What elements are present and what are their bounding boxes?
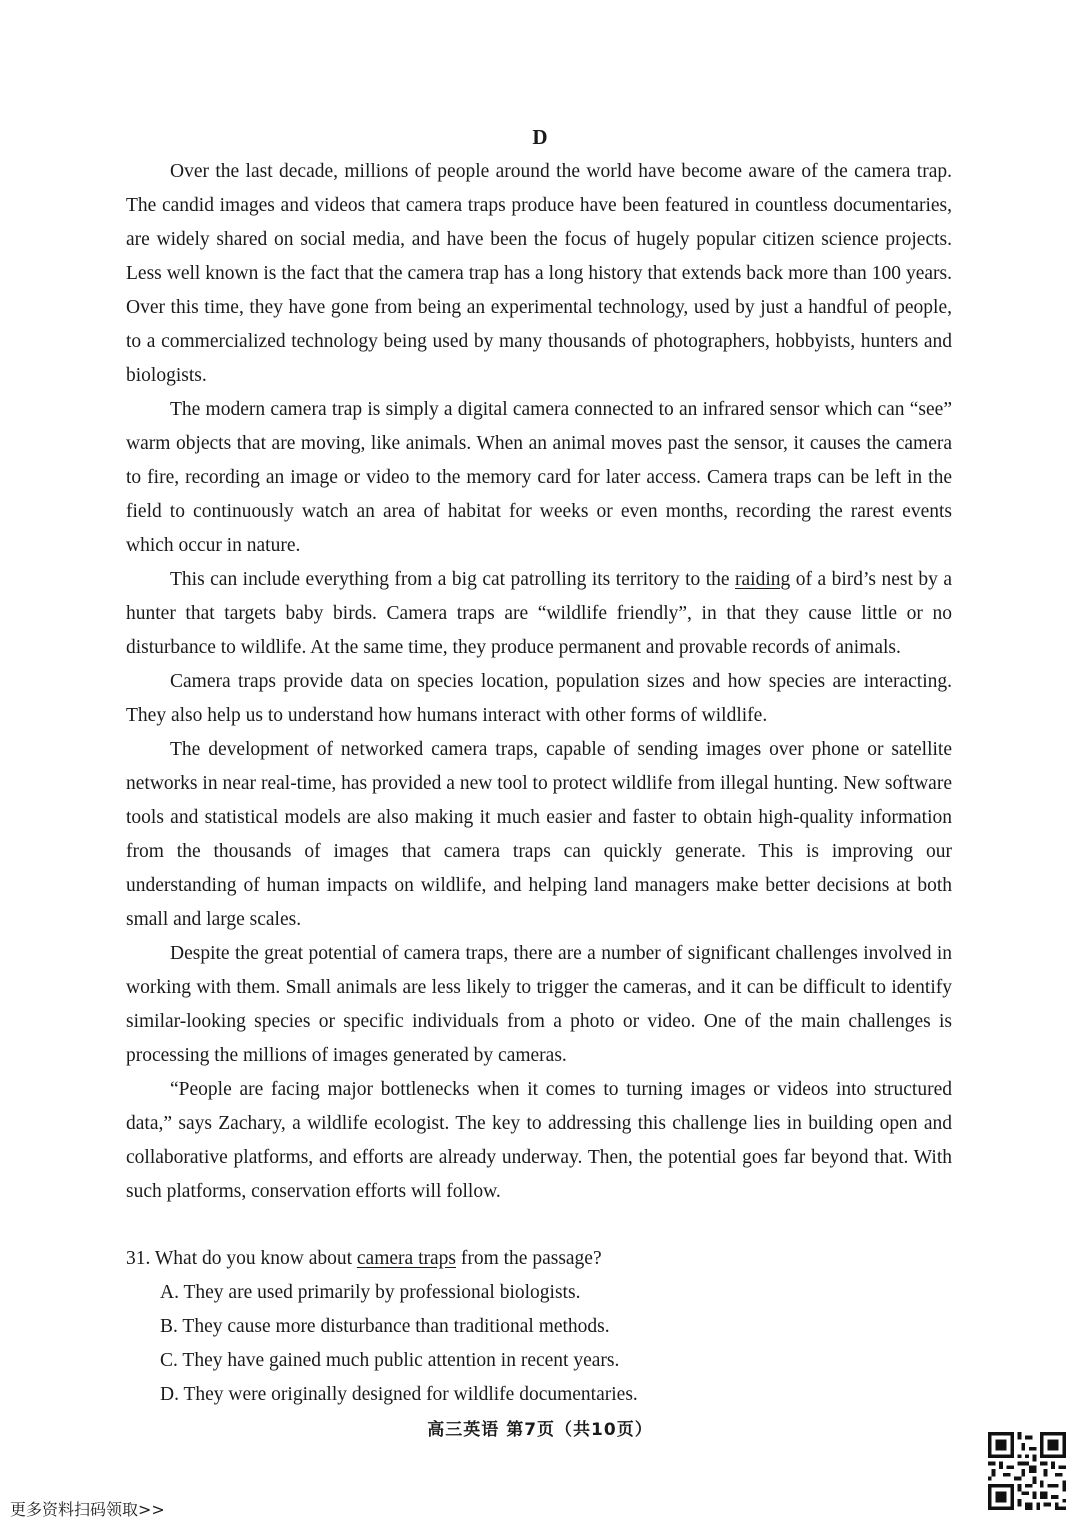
reading-passage [126, 155, 952, 1209]
question-stem-start: What do you know about [150, 1248, 357, 1269]
option-a: A. They are used primarily by professional biologists. [160, 1282, 581, 1303]
qr-code-icon [988, 1432, 1066, 1510]
section-heading: D [532, 125, 548, 149]
paragraph-2: The modern camera trap is simply a digital camera connected to an infrared sensor which can “see” warm objects that are moving, like animals. When an animal moves past the sensor, it causes the camera to fire, recording an image or video to the memory card for later access. Camera traps can be left in the field to continuously watch an area of habitat for weeks or even months, recording the rarest events which occur in nature. [126, 399, 952, 556]
page-footer: 高三英语 第7页（共10页） [427, 1420, 653, 1440]
paragraph-1: Over the last decade, millions of people around the world have become aware of the camera trap. The candid images and videos that camera traps produce have been featured in countless documentaries, are widely shared on social media, and have been the focus of hugely popular citizen science projects. Less well known is the fact that the camera trap has a long history that extends back more than 100 years. Over this time, they have gone from being an experimental technology, used by just a handful of people, to a commercialized technology being used by many thousands of photographers, hobbyists, hunters and biologists. [126, 161, 952, 386]
paragraph-3-end: of a bird’s nest by a hunter that targets baby birds. Camera traps are “wildlife friendly”, in that they cause little or no disturbance to wildlife. At the same time, they produce permanent and provable records of animals. [126, 569, 953, 658]
question-stem-end: from the passage? [455, 1248, 602, 1269]
underlined-word-raiding: raiding [735, 569, 791, 590]
paragraph-3 [126, 563, 952, 665]
question-31 [126, 1242, 952, 1412]
bottom-note: 更多资料扫码领取>> [10, 1500, 165, 1519]
paragraph-5: The development of networked camera traps, capable of sending images over phone or satellite networks in near real-time, has provided a new tool to protect wildlife from illegal hunting. New software tools and statistical models are also making it much easier and faster to obtain high-quality information from the thousands of images that camera traps can quickly generate. This is improving our understanding of human impacts on wildlife, and helping land managers make better decisions at both small and large scales. [126, 739, 952, 930]
paragraph-7: “People are facing major bottlenecks when it comes to turning images or videos into structured data,” says Zachary, a wildlife ecologist. The key to addressing this challenge lies in building open and collaborative platforms, and efforts are already underway. Then, the potential goes far beyond that. With such platforms, conservation efforts will follow. [126, 1079, 952, 1202]
option-c: C. They have gained much public attention in recent years. [160, 1350, 620, 1371]
paragraph-6: Despite the great potential of camera traps, there are a number of significant challenges involved in working with them. Small animals are less likely to trigger the cameras, and it can be difficult to identify similar-looking species or specific individuals from a photo or video. One of the main challenges is processing the millions of images generated by cameras. [126, 943, 952, 1066]
option-b: B. They cause more disturbance than traditional methods. [160, 1316, 610, 1337]
option-d: D. They were originally designed for wildlife documentaries. [160, 1384, 638, 1405]
question-number: 31. [126, 1248, 151, 1269]
paragraph-4: Camera traps provide data on species location, population sizes and how species are interacting. They also help us to understand how humans interact with other forms of wildlife. [126, 671, 952, 726]
paragraph-3-start: This can include everything from a big cat patrolling its territory to the [170, 569, 736, 590]
question-stem [126, 1242, 952, 1276]
underlined-phrase-camera-traps: camera traps [356, 1248, 456, 1269]
